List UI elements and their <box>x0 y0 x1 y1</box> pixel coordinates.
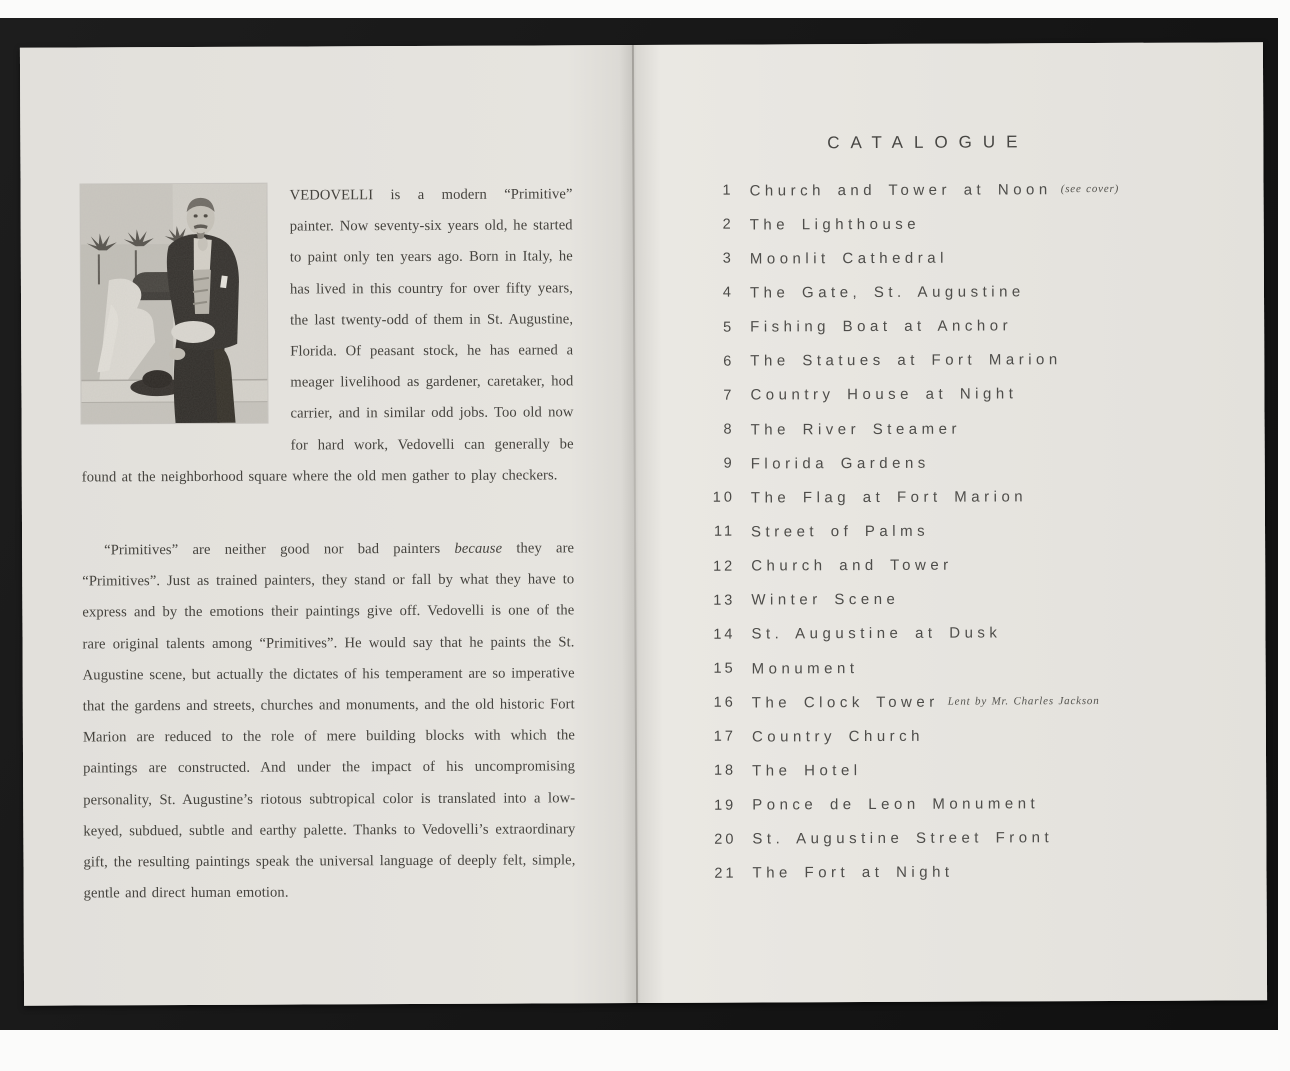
item-number: 8 <box>723 421 735 438</box>
catalogue-item <box>707 479 1247 515</box>
bio-paragraph-2 <box>82 533 576 910</box>
catalogue-item <box>707 615 1247 651</box>
catalogue-item <box>707 444 1247 480</box>
page-right <box>633 42 1267 1003</box>
item-title: The Lighthouse <box>749 215 921 234</box>
item-title: St. Augustine at Dusk <box>751 624 1002 643</box>
item-title: St. Augustine Street Front <box>752 829 1054 848</box>
vedovelli-portrait-photo <box>81 184 268 424</box>
item-number: 21 <box>714 865 737 882</box>
catalogue-item <box>708 752 1248 788</box>
item-number: 20 <box>714 831 737 848</box>
bio-paragraph-2-after: they are “Primitives”. Just as trained painters, they stand or fall by what they have to express and by the emotions their paintings give off. Vedovelli is one of the rare original talents among “Primitives”. He would say that he paints the St. Augustine scene, but actually the dictates of his temperament are so imperative that the gardens and streets, churches and monuments, and the old historic Fort Marion are reduced to the role of mere building blocks with which the paintings are constructed. And under the impact of his uncompromising personality, St. Augustine’s riotous subtropical color is translated into a low-keyed, subdued, subtle and earthy palette. Thanks to Vedovelli’s extraordinary gift, the resulting paintings speak the universal language of deeply felt, simple, gentle and direct human emotion. <box>82 540 576 902</box>
item-title: Street of Palms <box>750 522 930 541</box>
item-title: Moonlit Cathedral <box>749 249 948 268</box>
item-title: The Statues at Fort Marion <box>750 351 1062 370</box>
catalogue-item <box>706 376 1246 412</box>
item-number: 3 <box>722 250 734 267</box>
catalogue-item <box>706 274 1246 310</box>
item-number: 9 <box>723 455 735 472</box>
catalogue-title: CATALOGUE <box>827 132 1029 153</box>
item-number: 1 <box>722 182 734 199</box>
item-number: 10 <box>712 489 735 507</box>
booklet-spread <box>20 42 1267 1005</box>
item-title: The Gate, St. Augustine <box>749 283 1025 302</box>
item-number: 4 <box>722 285 735 302</box>
item-note: Lent by Mr. Charles Jackson <box>947 695 1100 708</box>
catalogue-item <box>706 206 1246 242</box>
catalogue-item <box>707 547 1247 583</box>
item-title: Church and Tower <box>751 556 953 575</box>
item-title: Country House at Night <box>750 385 1018 404</box>
item-note: (see cover) <box>1060 182 1120 196</box>
item-number: 15 <box>713 660 736 677</box>
catalogue-item <box>707 410 1247 446</box>
item-title: Florida Gardens <box>750 454 930 473</box>
item-number: 5 <box>723 319 735 336</box>
bio-paragraph-2-emphasis: because <box>454 540 503 557</box>
bio-paragraph-2-before: “Primitives” are neither good nor bad painters <box>104 540 455 559</box>
item-number: 13 <box>713 592 736 609</box>
catalogue-item <box>708 718 1248 754</box>
item-number: 12 <box>713 558 736 575</box>
catalogue-item <box>708 854 1248 890</box>
item-title: Church and Tower at Noon <box>749 180 1052 200</box>
item-number: 2 <box>722 216 734 233</box>
catalogue-item <box>707 513 1247 549</box>
bio-paragraph-1-text: VEDOVELLI is a modern “Primitive” painter. Now seventy-six years old, he started to paint only ten years ago. Born in Italy, he has lived in this country for over fifty years, the last twenty-odd of them in St. Augustine, Florida. Of peasant stock, he has earned a meager livelihood as gardener, caretaker, hod carrier, and in similar odd jobs. Too old now for hard work, Vedovelli can generally be found at the neighborhood square where the old men gather to play checkers. <box>81 186 574 486</box>
item-title: Monument <box>751 659 859 678</box>
item-title: The Fort at Night <box>752 864 954 882</box>
catalogue-item <box>705 171 1245 207</box>
catalogue-list <box>705 171 1248 890</box>
catalogue-item <box>706 240 1246 276</box>
photo-illustration <box>81 184 268 424</box>
item-number: 18 <box>713 763 737 780</box>
item-title: Winter Scene <box>751 591 900 609</box>
catalogue-item <box>708 683 1248 719</box>
catalogue-item <box>708 786 1248 822</box>
item-number: 16 <box>713 694 736 711</box>
catalogue-item <box>706 342 1246 378</box>
item-title: Fishing Boat at Anchor <box>750 317 1013 336</box>
item-title: The Hotel <box>752 762 862 780</box>
item-number: 11 <box>713 524 736 541</box>
item-number: 14 <box>713 626 736 643</box>
item-title: The Flag at Fort Marion <box>750 488 1028 507</box>
item-number: 17 <box>713 728 736 746</box>
item-number: 7 <box>723 387 735 404</box>
catalogue-item <box>707 581 1247 617</box>
catalogue-item <box>706 308 1246 344</box>
item-number: 19 <box>714 797 737 814</box>
item-title: The River Steamer <box>750 420 961 439</box>
page-left <box>20 45 636 1006</box>
black-mat-backdrop <box>0 18 1278 1030</box>
item-title: Country Church <box>751 727 925 746</box>
catalogue-item <box>708 649 1248 685</box>
item-title: The Clock Tower <box>751 693 939 712</box>
left-page-text-block <box>81 179 576 910</box>
item-number: 6 <box>723 353 735 370</box>
item-title: Ponce de Leon Monument <box>752 795 1040 814</box>
catalogue-item <box>708 820 1248 856</box>
